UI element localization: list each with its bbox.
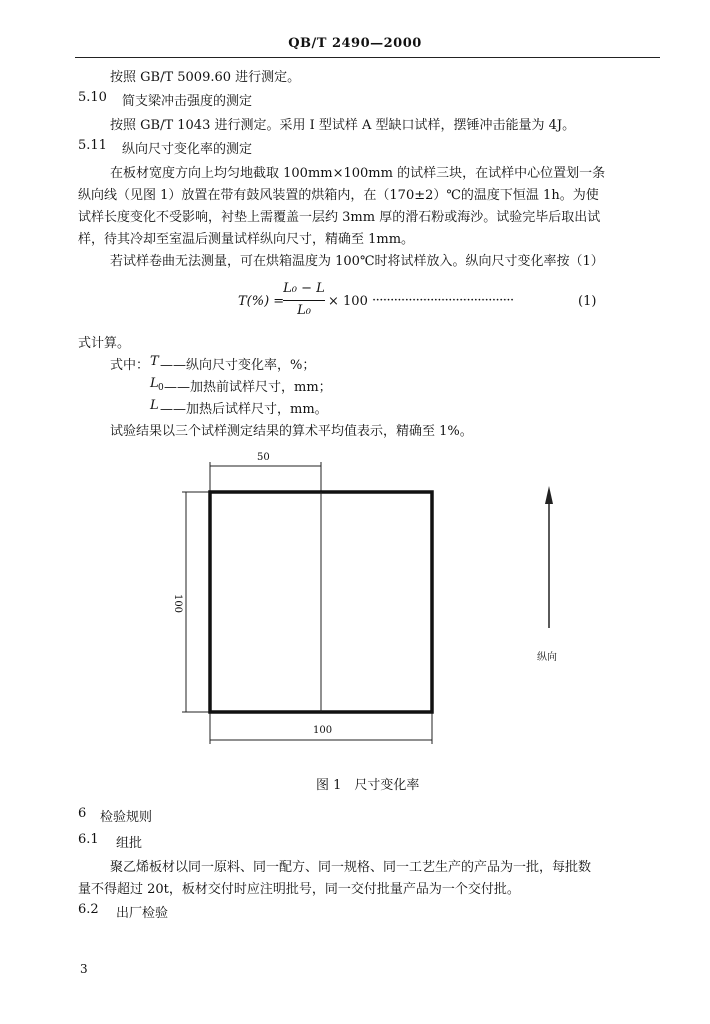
equation-number: (1) [578,294,597,309]
definition-L: ——加热后试样尺寸，mm。 [160,402,328,417]
section-6-2-number: 6.2 [78,902,99,917]
paragraph-line: 量不得超过 20t，板材交付时应注明批号，同一交付批量产品为一个交付批。 [78,882,520,897]
section-6-1-title: 组批 [116,836,143,851]
definition-L0: ——加热前试样尺寸，mm； [164,380,332,395]
page-number: 3 [80,962,88,976]
section-6-number: 6 [78,806,87,821]
section-6-2-title: 出厂检验 [116,906,169,921]
dimension-label-bottom: 100 [313,725,333,736]
paragraph-line: 聚乙烯板材以同一原料、同一配方、同一规格、同一工艺生产的产品为一批，每批数 [110,860,592,875]
symbol-T: T [150,354,159,369]
formula-denominator: L₀ [297,303,311,318]
symbol-L0-subscript: 0 [158,383,164,393]
paragraph-line: 样，待其冷却至室温后测量试样纵向尺寸，精确至 1mm。 [78,232,415,247]
definition-T: ——纵向尺寸变化率，%； [160,358,316,373]
formula-leader-dots: ······································· [372,293,514,308]
section-6-1-number: 6.1 [78,832,99,847]
symbol-L0: L [150,376,159,391]
paragraph-line: 若试样卷曲无法测量，可在烘箱温度为 100℃时将试样放入。纵向尺寸变化率按（1） [110,254,604,269]
text-line-gb1043: 按照 GB/T 1043 进行测定。采用 Ⅰ 型试样 A 型缺口试样，摆锤冲击能量为 4J。 [110,118,576,133]
result-statement: 试验结果以三个试样测定结果的算术平均值表示，精确至 1%。 [110,424,473,439]
text-line-gb5009: 按照 GB/T 5009.60 进行测定。 [110,70,301,85]
where-label: 式中： [110,358,150,373]
symbol-L: L [150,398,159,413]
formula-multiplier: × 100 [328,294,368,309]
section-5-10-number: 5.10 [78,90,107,105]
standard-code-header: QB/T 2490—2000 [288,36,422,51]
section-5-11-number: 5.11 [78,138,107,153]
formula-numerator: L₀ − L [283,281,325,296]
dimension-label-top: 50 [257,452,270,463]
paragraph-line: 纵向线（见图 1）放置在带有鼓风装置的烘箱内，在（170±2）℃的温度下恒温 1h。为使 [78,188,599,203]
longitudinal-direction-label: 纵向 [537,652,557,663]
section-5-10-title: 简支梁冲击强度的测定 [122,94,253,109]
paragraph-line: 在板材宽度方向上均匀地截取 100mm×100mm 的试样三块，在试样中心位置划一条 [110,166,606,181]
figure-caption: 图 1 尺寸变化率 [316,778,420,793]
dimension-label-left: 100 [172,593,184,614]
formula-lhs: T(%) = [238,294,285,309]
section-5-11-title: 纵向尺寸变化率的测定 [122,142,253,157]
paragraph-line: 式计算。 [78,336,131,351]
section-6-title: 检验规则 [100,810,153,825]
paragraph-line: 试样长度变化不受影响，衬垫上需覆盖一层约 3mm 厚的滑石粉或海沙。试验完毕后取出试 [78,210,601,225]
